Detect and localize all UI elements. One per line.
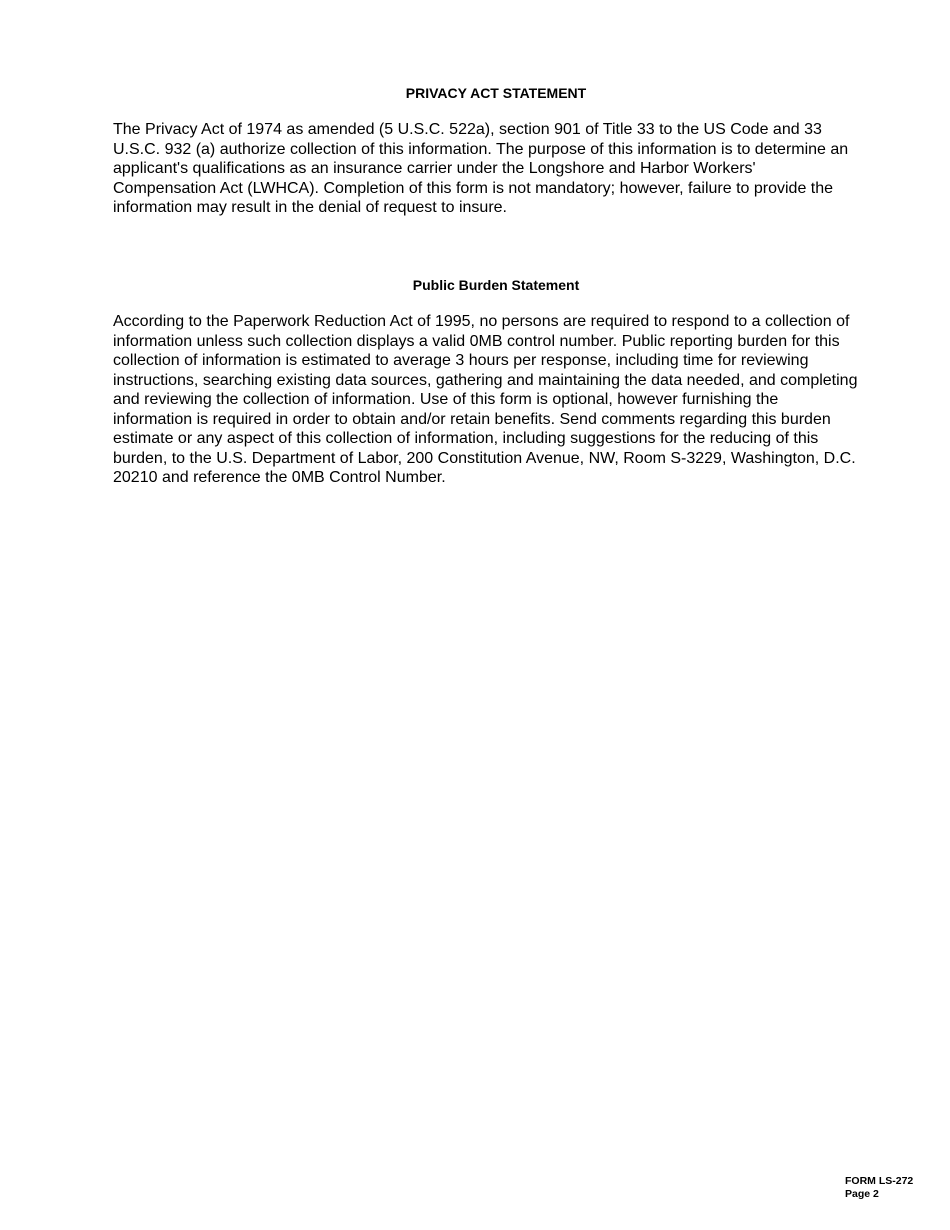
burden-line: According to the Paperwork Reduction Act of 1995, no persons are required to respond to a collection of [113,313,850,330]
burden-line: estimate or any aspect of this collection of information, including suggestions for the reducing of this [113,430,819,447]
burden-line: and reviewing the collection of information. Use of this form is optional, however furnishing the [113,391,779,408]
page-footer [845,1175,913,1201]
burden-line: information is required in order to obtain and/or retain benefits. Send comments regarding this burden [113,410,831,428]
privacy-act-heading: PRIVACY ACT STATEMENT [405,85,587,101]
burden-line: information unless such collection displays a valid 0MB control number. Public reporting burden for this [113,332,840,350]
privacy-act-paragraph [113,120,888,218]
privacy-line: Compensation Act (LWHCA). Completion of this form is not mandatory; however, failure to provide the [113,179,834,197]
privacy-line: applicant's qualifications as an insurance carrier under the Longshore and Harbor Workers' [113,160,756,177]
public-burden-heading: Public Burden Statement [412,277,580,293]
privacy-line: U.S.C. 932 (a) authorize collection of this information. The purpose of this information is to determine an [113,140,849,158]
privacy-line: The Privacy Act of 1974 as amended (5 U.S.C. 522a), section 901 of Title 33 to the US Code and 33 [113,121,822,138]
form-number: FORM LS-272 [845,1175,914,1187]
burden-line: burden, to the U.S. Department of Labor, 200 Constitution Avenue, NW, Room S-3229, Washington, D.C. [113,449,856,467]
public-burden-paragraph [113,312,888,488]
burden-line: 20210 and reference the 0MB Control Number. [113,469,446,486]
page-number: Page 2 [845,1188,879,1200]
burden-line: collection of information is estimated to average 3 hours per response, including time for reviewing [113,352,809,369]
burden-line: instructions, searching existing data sources, gathering and maintaining the data needed, and completing [113,371,858,389]
privacy-line: information may result in the denial of request to insure. [113,199,507,216]
